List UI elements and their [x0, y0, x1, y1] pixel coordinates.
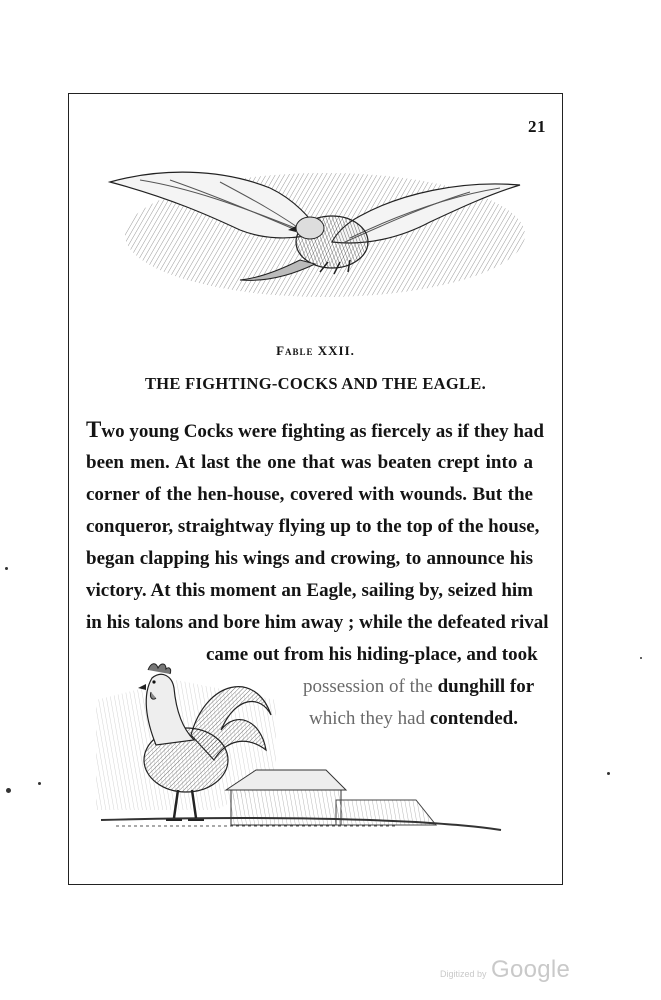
- scan-speck: [607, 772, 610, 775]
- fable-title: THE FIGHTING-COCKS AND THE EAGLE.: [144, 374, 487, 393]
- text-line-3: corner of the hen-house, covered with wounds. But the: [86, 484, 533, 505]
- rooster-illustration: [96, 640, 506, 840]
- google-logo: Google: [490, 956, 571, 983]
- page-number: 21: [528, 117, 546, 136]
- scan-speck: [38, 782, 41, 785]
- text-line-9: possession of the dunghill for: [303, 676, 535, 697]
- text-line-8: came out from his hiding-place, and took: [206, 644, 538, 665]
- text-line-5: began clapping his wings and crowing, to announce his: [86, 548, 533, 569]
- eagle-illustration: [100, 150, 540, 310]
- scan-speck: [5, 567, 8, 570]
- text-line-6: victory. At this moment an Eagle, sailing by, seized him: [86, 580, 533, 601]
- text-line-2: been men. At last the one that was beaten crept into a: [86, 452, 533, 473]
- text-line-7: in his talons and bore him away ; while the defeated rival: [86, 612, 549, 633]
- digitized-label: Digitized by: [440, 969, 487, 979]
- text-line-10: which they had contended.: [309, 708, 518, 729]
- text-line-1: Two young Cocks were fighting as fiercely as if they had: [86, 417, 544, 442]
- digitized-watermark: [440, 956, 570, 984]
- drop-cap: T: [86, 417, 102, 442]
- text-line-4: conqueror, straightway flying up to the top of the house,: [86, 516, 540, 537]
- scan-speck: [640, 657, 642, 659]
- scan-speck: [6, 788, 11, 793]
- fable-number: Fable XXII.: [276, 343, 355, 358]
